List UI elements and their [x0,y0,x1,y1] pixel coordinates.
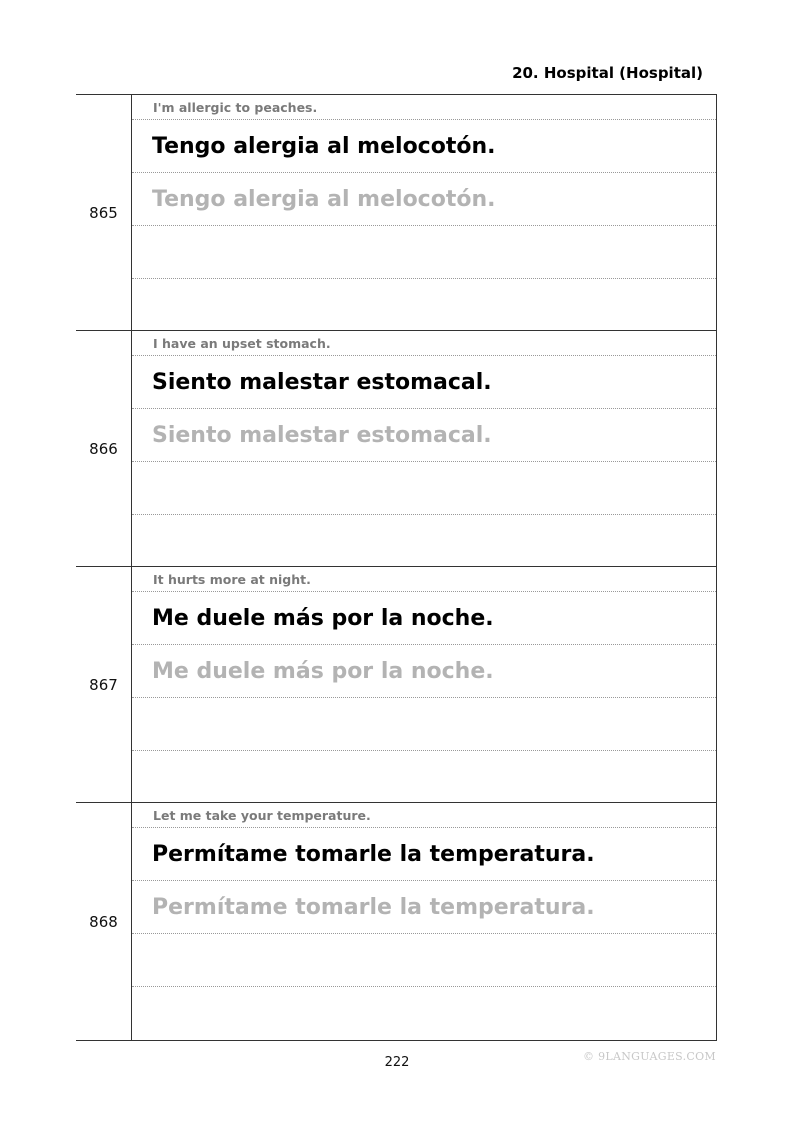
sentence-entry [76,95,717,331]
writing-lines [132,803,717,1040]
spanish-sentence: Siento malestar estomacal. [132,356,716,409]
sentence-entry [76,331,717,567]
blank-practice-line [132,987,716,1040]
writing-lines [132,331,717,566]
trace-sentence: Tengo alergia al melocotón. [132,173,716,226]
sentence-number: 865 [76,95,132,330]
sentence-number: 868 [76,803,132,1040]
blank-practice-line [132,698,716,751]
writing-lines [132,95,717,330]
english-sentence: I have an upset stomach. [132,331,716,356]
english-sentence: It hurts more at night. [132,567,716,592]
page-number: 222 [384,1055,410,1070]
worksheet [76,94,717,1041]
sentence-entry [76,567,717,803]
blank-practice-line [132,462,716,515]
sentence-number: 866 [76,331,132,566]
trace-sentence: Siento malestar estomacal. [132,409,716,462]
sentence-number: 867 [76,567,132,802]
sentence-entry [76,803,717,1040]
writing-lines [132,567,717,802]
blank-practice-line [132,226,716,279]
blank-practice-line [132,515,716,566]
spanish-sentence: Tengo alergia al melocotón. [132,120,716,173]
trace-sentence: Me duele más por la noche. [132,645,716,698]
blank-practice-line [132,934,716,987]
blank-practice-line [132,279,716,330]
spanish-sentence: Me duele más por la noche. [132,592,716,645]
english-sentence: I'm allergic to peaches. [132,95,716,120]
english-sentence: Let me take your temperature. [132,803,716,828]
spanish-sentence: Permítame tomarle la temperatura. [132,828,716,881]
section-title: 20. Hospital (Hospital) [512,64,703,82]
blank-practice-line [132,751,716,802]
copyright-notice: © 9LANGUAGES.COM [583,1050,716,1063]
trace-sentence: Permítame tomarle la temperatura. [132,881,716,934]
